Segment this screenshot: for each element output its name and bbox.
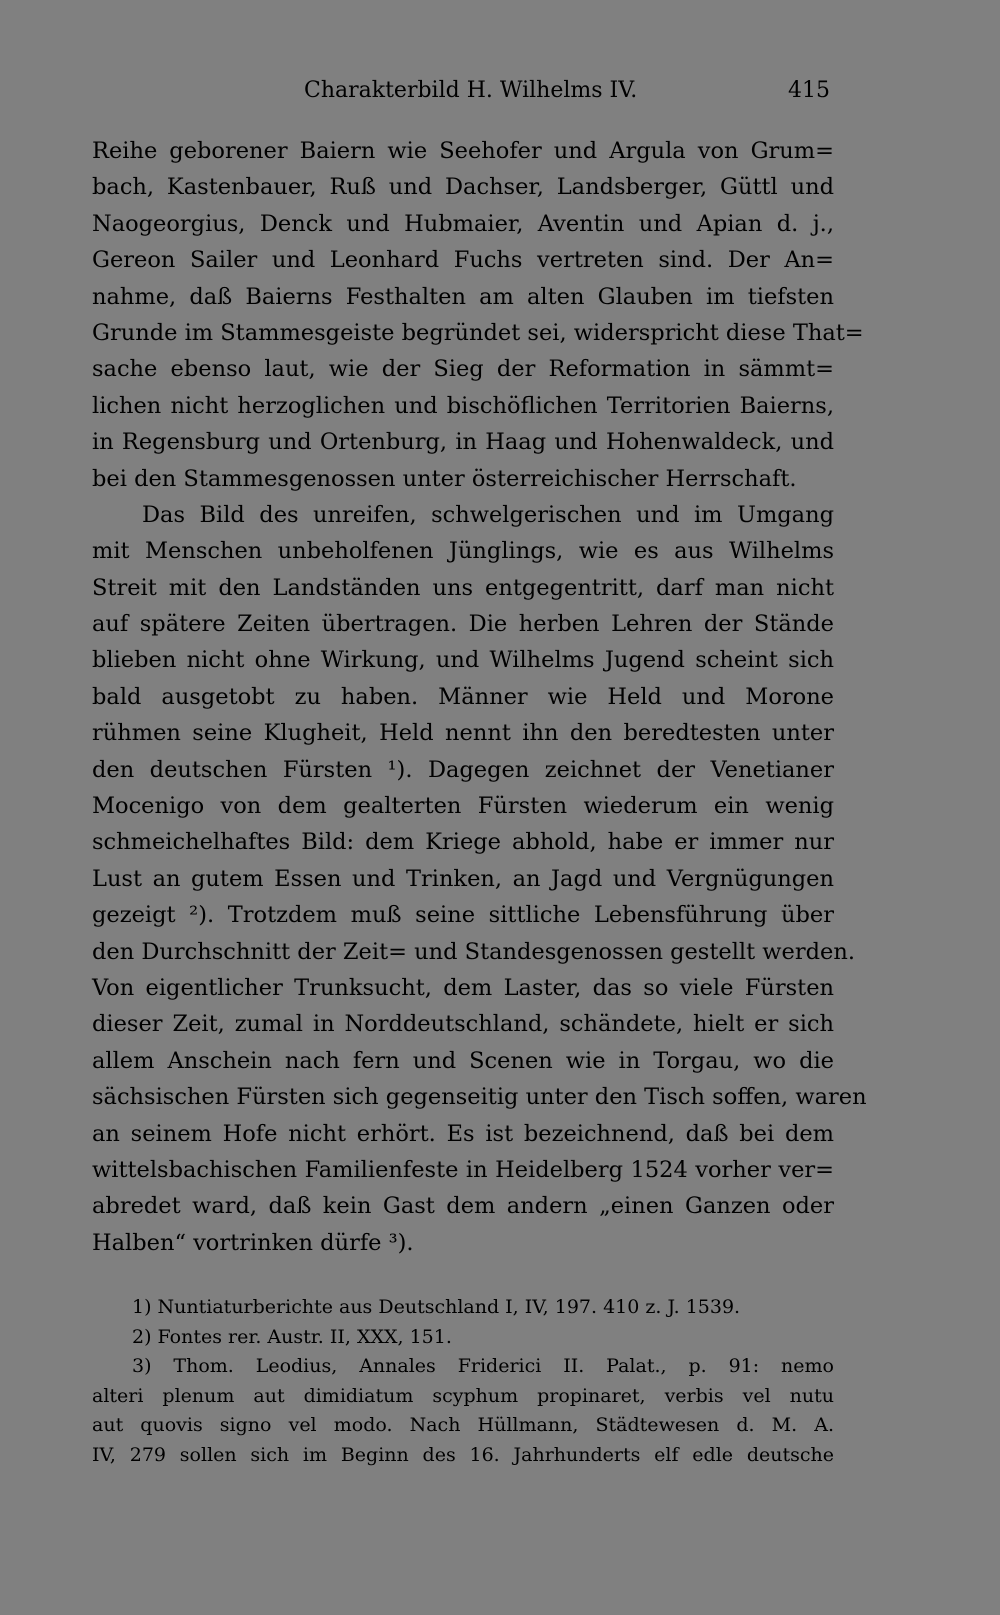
text-line: in Regensburg und Ortenburg, in Haag und Hohenwaldeck, und	[92, 429, 834, 456]
body-text	[92, 133, 867, 1261]
footnote-line: IV, 279 sollen sich im Beginn des 16. Jahrhunderts elf edle deutsche	[92, 1443, 834, 1466]
text-line: bei den Stammesgenossen unter österreichischer Herrschaft.	[92, 465, 797, 492]
text-line: auf spätere Zeiten übertragen. Die herben Lehren der Stände	[92, 611, 834, 638]
text-line: blieben nicht ohne Wirkung, und Wilhelms Jugend scheint sich	[92, 647, 834, 674]
text-line: sächsischen Fürsten sich gegenseitig unter den Tisch soffen, waren	[92, 1084, 867, 1111]
text-line: nahme, daß Baierns Festhalten am alten Glauben im tiefsten	[92, 283, 834, 310]
text-line: Grunde im Stammesgeiste begründet sei, widerspricht diese That=	[92, 319, 864, 346]
footnotes	[92, 1293, 834, 1470]
text-line: Von eigentlicher Trunksucht, dem Laster, das so viele Fürsten	[92, 974, 834, 1001]
footnote-line: aut quovis signo vel modo. Nach Hüllmann, Städtewesen d. M. A.	[92, 1414, 834, 1436]
paragraph-start-line: Das Bild des unreifen, schwelgerischen und im Umgang	[142, 501, 834, 528]
text-line: gezeigt ²). Trotzdem muß seine sittliche Lebensführung über	[92, 902, 834, 929]
text-line: dieser Zeit, zumal in Norddeutschland, schändete, hielt er sich	[92, 1011, 834, 1038]
footnote-line: alteri plenum aut dimidiatum scyphum propinaret, verbis vel nutu	[92, 1384, 834, 1407]
text-line: Halben“ vortrinken dürfe ³).	[92, 1229, 414, 1256]
text-line: bach, Kastenbauer, Ruß und Dachser, Landsberger, Güttl und	[92, 174, 834, 201]
text-line: den Durchschnitt der Zeit= und Standesgenossen gestellt werden.	[92, 938, 855, 965]
text-line: den deutschen Fürsten ¹). Dagegen zeichnet der Venetianer	[92, 756, 834, 783]
footnote-1: 1) Nuntiaturberichte aus Deutschland I, IV, 197. 410 z. J. 1539.	[132, 1296, 741, 1318]
text-line: Naogeorgius, Denck und Hubmaier, Aventin und Apian d. j.,	[92, 210, 834, 237]
text-line: allem Anschein nach fern und Scenen wie in Torgau, wo die	[92, 1047, 834, 1074]
text-line: rühmen seine Klugheit, Held nennt ihn den beredtesten unter	[92, 720, 834, 747]
text-line: Streit mit den Landständen uns entgegentritt, darf man nicht	[92, 574, 834, 601]
text-line: abredet ward, daß kein Gast dem andern „einen Ganzen oder	[92, 1193, 834, 1220]
text-line: Reihe geborener Baiern wie Seehofer und Argula von Grum=	[92, 138, 834, 164]
text-line: Mocenigo von dem gealterten Fürsten wiederum ein wenig	[92, 793, 834, 820]
text-line: wittelsbachischen Familienfeste in Heidelberg 1524 vorher ver=	[92, 1156, 834, 1183]
text-line: Lust an gutem Essen und Trinken, an Jagd und Vergnügungen	[92, 865, 834, 892]
text-line: mit Menschen unbeholfenen Jünglings, wie es aus Wilhelms	[92, 538, 834, 565]
text-line: Gereon Sailer und Leonhard Fuchs vertreten sind. Der An=	[92, 247, 834, 274]
text-line: schmeichelhaftes Bild: dem Kriege abhold, habe er immer nur	[92, 829, 834, 856]
footnote-2: 2) Fontes rer. Austr. II, XXX, 151.	[132, 1325, 452, 1348]
running-title: Charakterbild H. Wilhelms IV.	[304, 78, 638, 103]
running-head	[92, 78, 830, 112]
text-line: bald ausgetobt zu haben. Männer wie Held und Morone	[92, 683, 834, 710]
text-line: lichen nicht herzoglichen und bischöflichen Territorien Baierns,	[92, 392, 834, 419]
page-number: 415	[788, 78, 830, 103]
footnote-3: 3) Thom. Leodius, Annales Friderici II. Palat., p. 91: nemo	[132, 1355, 834, 1377]
text-line: an seinem Hofe nicht erhört. Es ist bezeichnend, daß bei dem	[92, 1120, 834, 1147]
text-line: sache ebenso laut, wie der Sieg der Reformation in sämmt=	[92, 356, 834, 383]
